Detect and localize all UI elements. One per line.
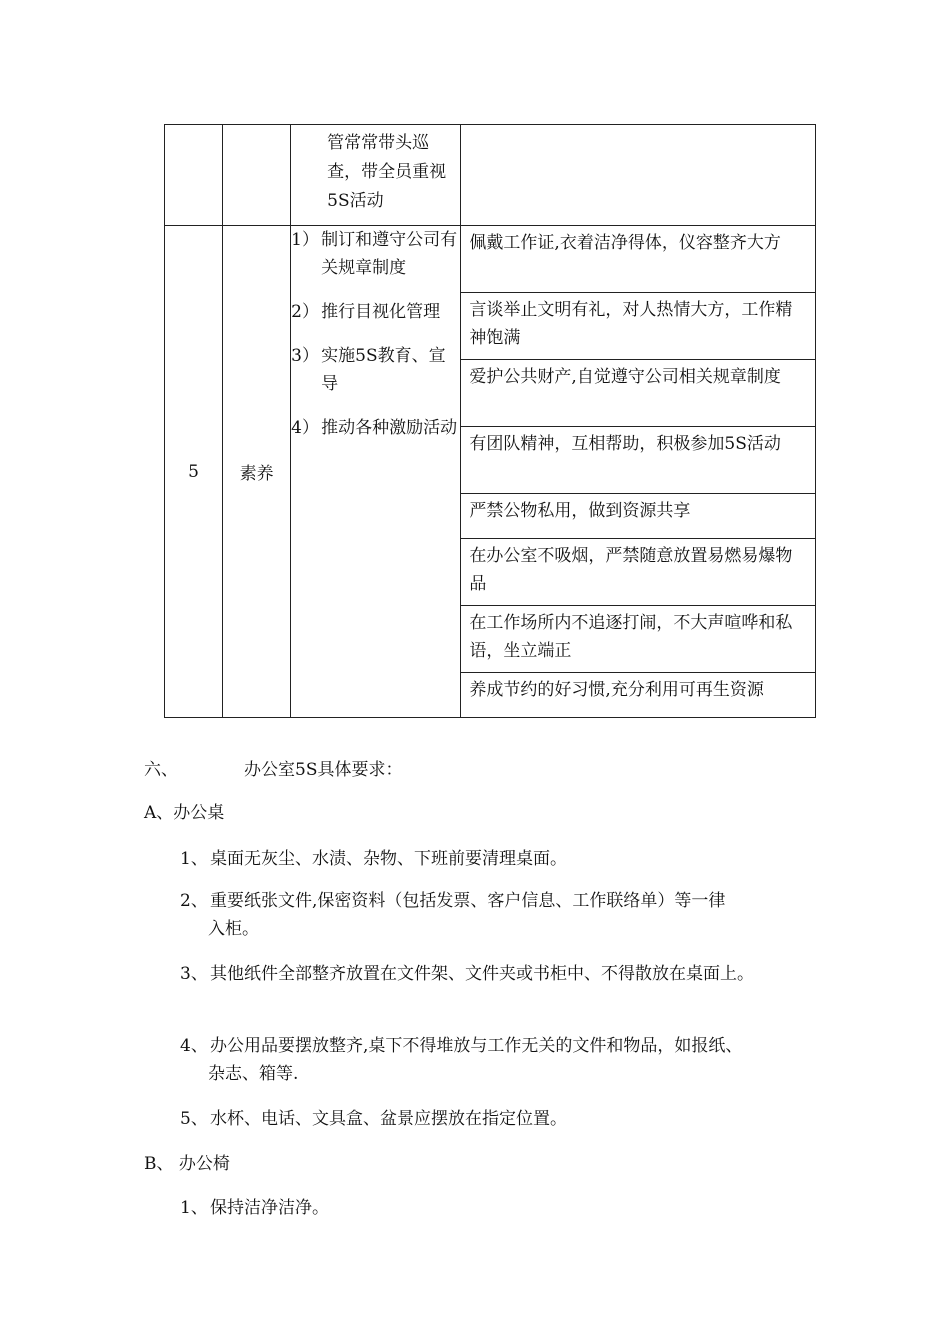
cell-requirement (461, 293, 816, 360)
section-6-number: 六、 (144, 760, 178, 780)
table-row-5-first (165, 226, 816, 293)
method-continued-text: 管常常带头巡查，带全员重视5S活动 (327, 133, 447, 211)
list-item: 5、 水杯、电话、文具盒、盆景应摆放在指定位置。 (180, 1109, 567, 1129)
requirement-text: 严禁公物私用，做到资源共享 (469, 501, 691, 521)
requirement-text: 言谈举止文明有礼，对人热情大方，工作精神饱满 (469, 300, 793, 348)
cell-requirement (461, 539, 816, 606)
cell-method-continued (291, 125, 461, 226)
section-6-heading (144, 756, 402, 784)
section-a-heading: A、办公桌 (144, 803, 225, 823)
cell-requirement-empty (461, 125, 816, 226)
section-b-heading: B、 办公椅 (144, 1154, 230, 1174)
requirement-text: 养成节约的好习惯,充分利用可再生资源 (469, 680, 764, 700)
method-item: 1） 制订和遵守公司有关规章制度 (291, 230, 458, 278)
cell-row-name (223, 226, 291, 718)
requirement-text: 爱护公共财产,自觉遵守公司相关规章制度 (469, 367, 781, 387)
cell-requirement (461, 606, 816, 673)
method-item: 3） 实施5S教育、宣导 (291, 346, 446, 394)
requirement-text: 在办公室不吸烟，严禁随意放置易燃易爆物品 (469, 546, 793, 594)
cell-methods (291, 226, 461, 718)
method-item: 2） 推行目视化管理 (291, 302, 441, 322)
cell-requirement (461, 427, 816, 494)
row-name: 素养 (239, 464, 274, 484)
list-item: 3、 其他纸件全部整齐放置在文件架、文件夹或书柜中、不得散放在桌面上。 (180, 964, 754, 984)
cell-requirement (461, 494, 816, 539)
cell-row-number (165, 226, 223, 718)
list-item: 4、 办公用品要摆放整齐,桌下不得堆放与工作无关的文件和物品，如报纸、 杂志、箱等. (180, 1036, 743, 1084)
requirement-text: 佩戴工作证,衣着洁净得体，仪容整齐大方 (469, 233, 781, 253)
list-item: 2、 重要纸张文件,保密资料（包括发票、客户信息、工作联络单）等一律 入柜。 (180, 891, 726, 939)
requirement-text: 在工作场所内不追逐打闹，不大声喧哗和私语，坐立端正 (469, 613, 793, 661)
method-item: 4） 推动各种激励活动 (291, 418, 458, 438)
requirement-text: 有团队精神，互相帮助，积极参加5S活动 (469, 434, 781, 454)
list-item: 1、 桌面无灰尘、水渍、杂物、下班前要清理桌面。 (180, 849, 567, 869)
cell-no-empty (165, 125, 223, 226)
cell-requirement (461, 673, 816, 718)
section-6-title: 办公室5S具体要求： (244, 760, 403, 780)
cell-requirement (461, 360, 816, 427)
cell-name-empty (223, 125, 291, 226)
cell-requirement (461, 226, 816, 293)
list-item: 1、 保持洁净洁净。 (180, 1198, 329, 1218)
5s-table (164, 124, 816, 718)
row-number: 5 (188, 461, 199, 482)
table-row-continued (165, 125, 816, 226)
